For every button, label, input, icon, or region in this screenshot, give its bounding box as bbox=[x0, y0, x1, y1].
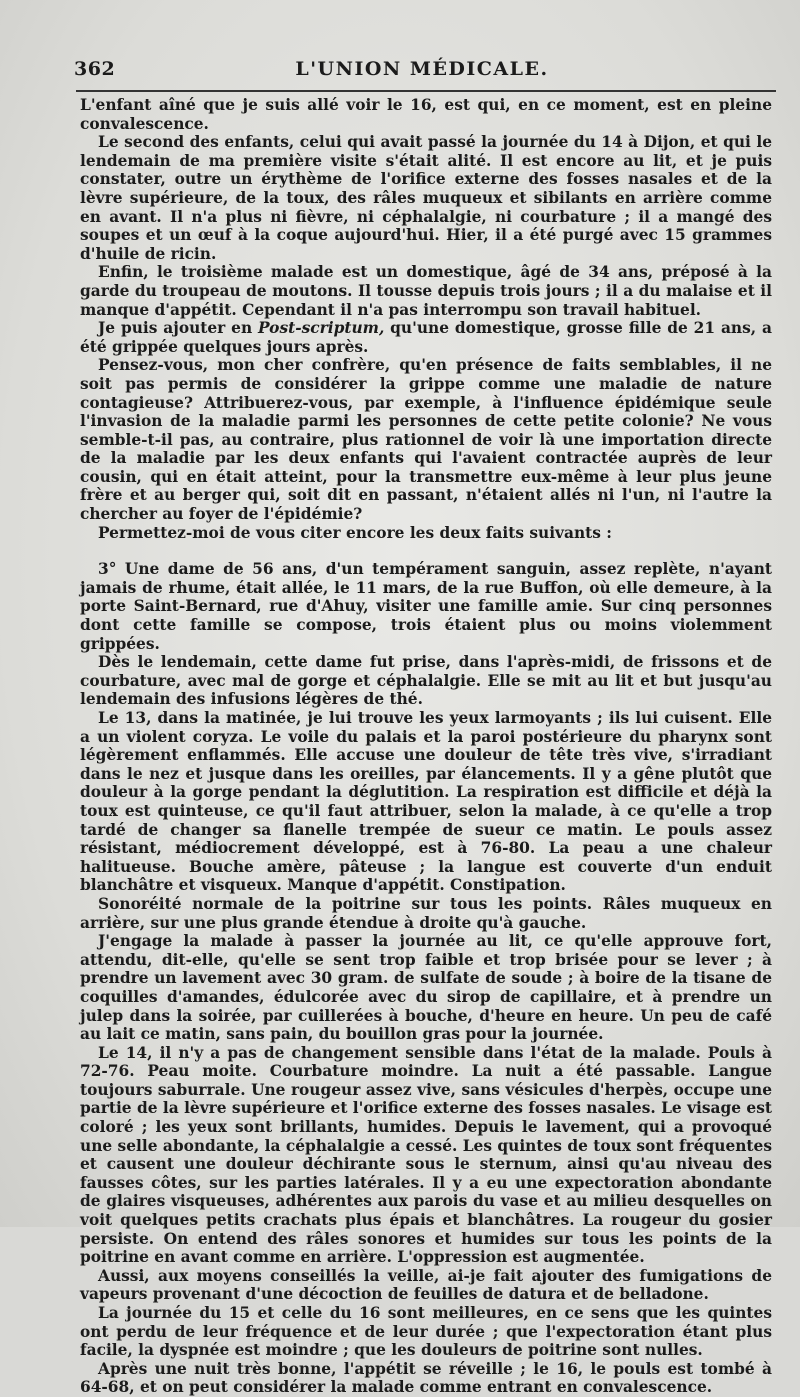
paragraph-9: Le 13, dans la matinée, je lui trouve les yeux larmoyants ; ils lui cuisent. Elle a un violent coryza. Le voile du palais et la paroi postérieure du pharynx sont légèrement enflammés. Elle accuse une douleur de tête très vive, s'irradiant dans le nez et jusque dans les oreilles, par élancements. Il y a gêne plutôt que douleur à la gorge pendant la déglutition. La respiration est difficile et déjà la toux est quinteuse, ce qu'il faut attribuer, selon la malade, à ce qu'elle a trop tardé de changer sa flanelle trempée de sueur ce matin. Le pouls assez résistant, médiocrement développé, est à 76-80. La peau a une chaleur halitueuse. Bouche amère, pâteuse ; la langue est couverte d'un enduit blanchâtre et visqueux. Manque d'appétit. Constipation. bbox=[80, 709, 772, 895]
paragraph-14: La journée du 15 et celle du 16 sont meilleures, en ce sens que les quintes ont perdu de leur fréquence et de leur durée ; que l'expectoration étant plus facile, la dyspnée est moindre ; que les douleurs de poitrine sont nulles. bbox=[80, 1304, 772, 1360]
paragraph-12: Le 14, il n'y a pas de changement sensible dans l'état de la malade. Pouls à 72-76. Peau moite. Courbature moindre. La nuit a été passable. Langue toujours saburrale. Une rougeur assez vive, sans vésicules d'herpès, occupe une partie de la lèvre supérieure et l'orifice externe des fosses nasales. Le visage est coloré ; les yeux sont brillants, humides. Depuis le lavement, qui a provoqué une selle abondante, la céphalalgie a cessé. Les quintes de toux sont fréquentes et causent une douleur déchirante sous le sternum, ainsi qu'au niveau des fausses côtes, sur les parties latérales. Il y a eu une expectoration abondante de glaires visqueuses, adhérentes aux parois du vase et au milieu desquelles on voit quelques petits crachats plus épais et blanchâtres. La rougeur du gosier persiste. On entend des râles sonores et humides sur tous les points de la poitrine en avant comme en arrière. L'oppression est augmentée. bbox=[80, 1043, 772, 1267]
paragraph-4 bbox=[80, 319, 772, 356]
paragraph-2: Le second des enfants, celui qui avait passé la journée du 14 à Dijon, et qui le lendemain de ma première visite s'était alité. Il est encore au lit, et je puis constater, outre un érythème de l'orifice externe des fosses nasales et de la lèvre supérieure, de la toux, des râles muqueux et sibilants en arrière comme en avant. Il n'a plus ni fièvre, ni céphalalgie, ni courbature ; il a mangé des soupes et un œuf à la coque aujourd'hui. Hier, il a été purgé avec 15 grammes d'huile de ricin. bbox=[80, 133, 772, 263]
postscript-lead: Je puis ajouter en bbox=[98, 319, 259, 338]
paragraph-3: Enfin, le troisième malade est un domestique, âgé de 34 ans, préposé à la garde du troupeau de moutons. Il tousse depuis trois jours ; il a du malaise et il manque d'appétit. Cependant il n'a pas interrompu son travail habituel. bbox=[80, 263, 772, 319]
paragraph-11: J'engage la malade à passer la journée au lit, ce qu'elle approuve fort, attendu, dit-elle, qu'elle se sent trop faible et trop brisée pour se lever ; à prendre un lavement avec 30 gram. de sulfate de soude ; à boire de la tisane de coquilles d'amandes, édulcorée avec du sirop de capillaire, et à prendre un julep dans la soirée, par cuillerées à bouche, d'heure en heure. Un peu de café au lait ce matin, sans pain, du bouillon gras pour la journée. bbox=[80, 932, 772, 1044]
postscript-term: Post-scriptum, bbox=[258, 319, 385, 338]
header-rule bbox=[76, 90, 776, 92]
paragraph-6: Permettez-moi de vous citer encore les deux faits suivants : bbox=[98, 523, 612, 542]
body-text bbox=[80, 96, 772, 1397]
page-header bbox=[74, 52, 770, 86]
paragraph-5: Pensez-vous, mon cher confrère, qu'en présence de faits semblables, il ne soit pas permis de considérer la grippe comme une maladie de nature contagieuse? Attribuerez-vous, par exemple, à l'influence épidémique seule l'invasion de la maladie parmi les personnes de cette petite colonie? Ne vous semble-t-il pas, au contraire, plus rationnel de voir là une importation directe de la maladie par les deux enfants qui l'avaient contractée auprès de leur cousin, qui en était atteint, pour la transmettre eux-même à leur plus jeune frère et au berger qui, soit dit en passant, n'étaient allés ni l'un, ni l'autre la chercher au foyer de l'épidémie? bbox=[80, 356, 772, 524]
paragraph-15: Après une nuit très bonne, l'appétit se réveille ; le 16, le pouls est tombé à 64-68, et on peut considérer la malade comme entrant en convalescence. bbox=[80, 1359, 772, 1397]
paragraph-1: L'enfant aîné que je suis allé voir le 16, est qui, en ce moment, est en pleine convalescence. bbox=[80, 96, 772, 133]
page-number: 362 bbox=[74, 58, 116, 80]
paragraph-10: Sonoréité normale de la poitrine sur tous les points. Râles muqueux en arrière, sur une plus grande étendue à droite qu'à gauche. bbox=[80, 894, 772, 932]
paragraph-8: Dès le lendemain, cette dame fut prise, dans l'après-midi, de frissons et de courbature, avec mal de gorge et céphalalgie. Elle se mit au lit et but jusqu'au lendemain des infusions légères de thé. bbox=[80, 653, 772, 709]
running-head: L'UNION MÉDICALE. bbox=[295, 58, 549, 80]
paragraph-7: 3° Une dame de 56 ans, d'un tempérament sanguin, assez replète, n'ayant jamais de rhume, était allée, le 11 mars, de la rue Buffon, où elle demeure, à la porte Saint-Bernard, rue d'Ahuy, visiter une famille amie. Sur cinq personnes dont cette famille se compose, trois étaient plus ou moins violemment grippées. bbox=[80, 560, 772, 653]
postscript-rest: qu'une domestique, grosse fille de 21 ans, a été grippée quelques jours après. bbox=[80, 319, 772, 356]
paragraph-13: Aussi, aux moyens conseillés la veille, ai-je fait ajouter des fumigations de vapeurs provenant d'une décoction de feuilles de datura et de belladone. bbox=[80, 1266, 772, 1304]
